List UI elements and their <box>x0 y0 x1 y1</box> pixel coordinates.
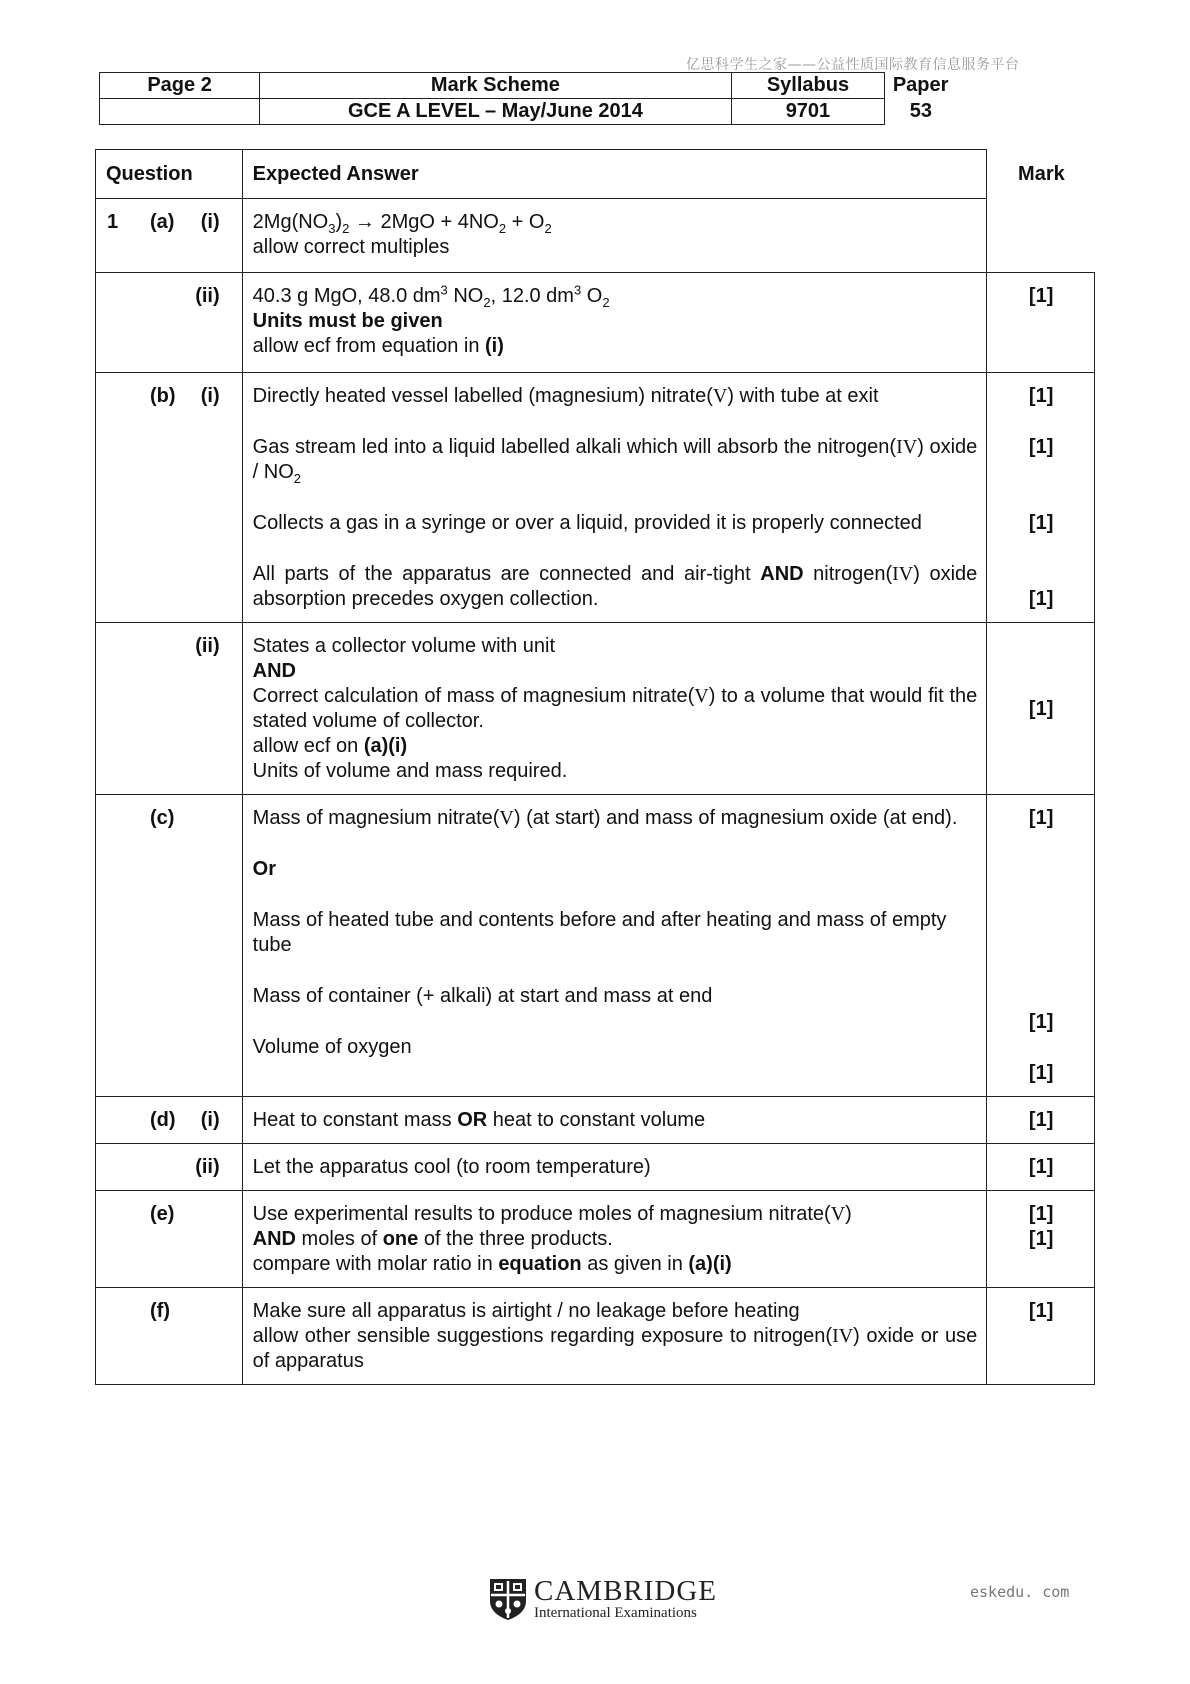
question-number: 1 <box>107 211 119 233</box>
answer-line: Units of volume and mass required. <box>252 760 568 782</box>
site-watermark: eskedu. com <box>970 1583 1070 1601</box>
answer-cell <box>242 1144 987 1191</box>
part-label: (c) <box>150 807 175 829</box>
row-1b-ii <box>96 623 1095 795</box>
answer-line: Directly heated vessel labelled (magnesium) nitrate(V) with tube at exit <box>252 385 879 407</box>
answer-line: Volume of oxygen <box>252 1036 412 1058</box>
answer-cell <box>242 623 987 795</box>
answer-line: Use experimental results to produce moles of magnesium nitrate(V) <box>252 1203 852 1225</box>
answer-line: All parts of the apparatus are connected and air-tight AND nitrogen(IV) oxide absorption precedes oxygen collection. <box>252 563 978 610</box>
answer-line: Mass of heated tube and contents before and after heating and mass of empty tube <box>252 909 947 956</box>
mark-cell <box>987 373 1095 623</box>
part-label: (f) <box>150 1300 170 1322</box>
watermark: 亿思科学生之家——公益性质国际教育信息服务平台 <box>686 57 1020 73</box>
cambridge-crest-icon <box>488 1577 528 1621</box>
subpart-label: (ii) <box>195 285 220 307</box>
cambridge-logo <box>488 1577 717 1621</box>
row-1c <box>96 795 1095 1097</box>
answer-cell <box>242 1097 987 1144</box>
mark: [1] <box>1028 1062 1054 1084</box>
answer-cell <box>242 373 987 623</box>
answer-cell <box>242 795 987 1097</box>
answer-line: Collects a gas in a syringe or over a liquid, provided it is properly connected <box>252 512 922 534</box>
answer-line: allow correct multiples <box>252 236 450 258</box>
answer-line: allow ecf from equation in (i) <box>252 335 504 357</box>
question-cell <box>96 1191 243 1288</box>
answer-cell <box>242 1288 987 1385</box>
part-label: (d) <box>150 1109 176 1131</box>
question-cell <box>96 1288 243 1385</box>
paper-number: 53 <box>909 100 932 122</box>
question-header: Question <box>96 150 243 199</box>
mark-cell <box>987 1191 1095 1288</box>
brand-subtitle: International Examinations <box>534 1605 697 1621</box>
row-1a-i <box>96 199 1095 273</box>
subpart-label: (i) <box>200 211 220 233</box>
question-cell <box>96 273 243 373</box>
row-1d-ii <box>96 1144 1095 1191</box>
mark: [1] <box>1028 1011 1054 1033</box>
question-cell <box>96 1097 243 1144</box>
answer-cell <box>242 199 987 273</box>
row-1d-i <box>96 1097 1095 1144</box>
mark-header: Mark <box>987 150 1095 199</box>
question-cell <box>96 795 243 1097</box>
mark-cell <box>987 795 1095 1097</box>
paper-label: Paper <box>892 74 949 96</box>
mark-cell: [1] <box>987 273 1095 373</box>
syllabus-code: 9701 <box>731 99 885 125</box>
doc-title: Mark Scheme <box>260 73 731 99</box>
mark: [1] <box>1028 512 1054 534</box>
mark-cell: [1] <box>987 623 1095 795</box>
page-label: Page 2 <box>100 73 260 99</box>
mark-cell: [1] <box>987 1144 1095 1191</box>
answer-line: AND <box>252 660 296 682</box>
question-cell <box>96 623 243 795</box>
answer-line: AND moles of one of the three products. <box>252 1228 613 1250</box>
answer-header: Expected Answer <box>242 150 987 199</box>
answer-line: allow ecf on (a)(i) <box>252 735 408 757</box>
header-table <box>99 72 957 125</box>
subpart-label: (ii) <box>195 635 220 657</box>
row-1f <box>96 1288 1095 1385</box>
syllabus-label: Syllabus <box>731 73 885 99</box>
mark: [1] <box>1028 385 1054 407</box>
part-label: (e) <box>150 1203 175 1225</box>
answer-line: Gas stream led into a liquid labelled alkali which will absorb the nitrogen(IV) oxide / $NO_2$ <box>252 436 978 486</box>
answer-cell <box>242 1191 987 1288</box>
exam-title: GCE A LEVEL – May/June 2014 <box>260 99 731 125</box>
answer-line: Heat to constant mass OR heat to constant volume <box>252 1109 706 1131</box>
subpart-label: (i) <box>200 385 220 407</box>
question-cell <box>96 199 243 273</box>
answer-line: Let the apparatus cool (to room temperature) <box>252 1156 651 1178</box>
answer-line: Or <box>252 858 276 880</box>
part-label: (a) <box>150 211 175 233</box>
mark: [1] <box>1028 1228 1054 1250</box>
mark-scheme-table <box>95 149 1095 1385</box>
answer-line: compare with molar ratio in equation as given in (a)(i) <box>252 1253 732 1275</box>
brand-name: CAMBRIDGE <box>534 1575 718 1607</box>
mark: [1] <box>1028 588 1054 610</box>
question-cell <box>96 373 243 623</box>
equation: $2Mg(NO_3)_2 \to 2MgO + 4NO_2 + O_2$ <box>252 211 552 236</box>
answer-line: Make sure all apparatus is airtight / no leakage before heating <box>252 1300 800 1322</box>
header-empty-cell <box>100 99 260 125</box>
mark: [1] <box>1028 436 1054 458</box>
answer-line: allow other sensible suggestions regarding exposure to nitrogen(IV) oxide or use of apparatus <box>252 1325 978 1372</box>
answer-line: Mass of container (+ alkali) at start and mass at end <box>252 985 713 1007</box>
subpart-label: (ii) <box>195 1156 220 1178</box>
mark-cell: [1] <box>987 1288 1095 1385</box>
mark: [1] <box>1028 807 1054 829</box>
answer-line: Correct calculation of mass of magnesium nitrate(V) to a volume that would fit the stated volume of collector. <box>252 685 978 732</box>
mark-cell: [1] <box>987 1097 1095 1144</box>
part-label: (b) <box>150 385 176 407</box>
question-cell <box>96 1144 243 1191</box>
answer-line: States a collector volume with unit <box>252 635 556 657</box>
answer-cell <box>242 273 987 373</box>
subpart-label: (i) <box>200 1109 220 1131</box>
row-1a-ii <box>96 273 1095 373</box>
mark: [1] <box>1028 1203 1054 1225</box>
answer-line: 40.3 g MgO, 48.0 $dm^3$ $NO_2$, 12.0 $dm^3$ $O_2$ <box>252 282 610 310</box>
answer-line: Units must be given <box>252 310 443 332</box>
row-1e <box>96 1191 1095 1288</box>
mark-cell <box>987 199 1095 273</box>
row-1b-i <box>96 373 1095 623</box>
answer-line: Mass of magnesium nitrate(V) (at start) and mass of magnesium oxide (at end). <box>252 807 958 829</box>
